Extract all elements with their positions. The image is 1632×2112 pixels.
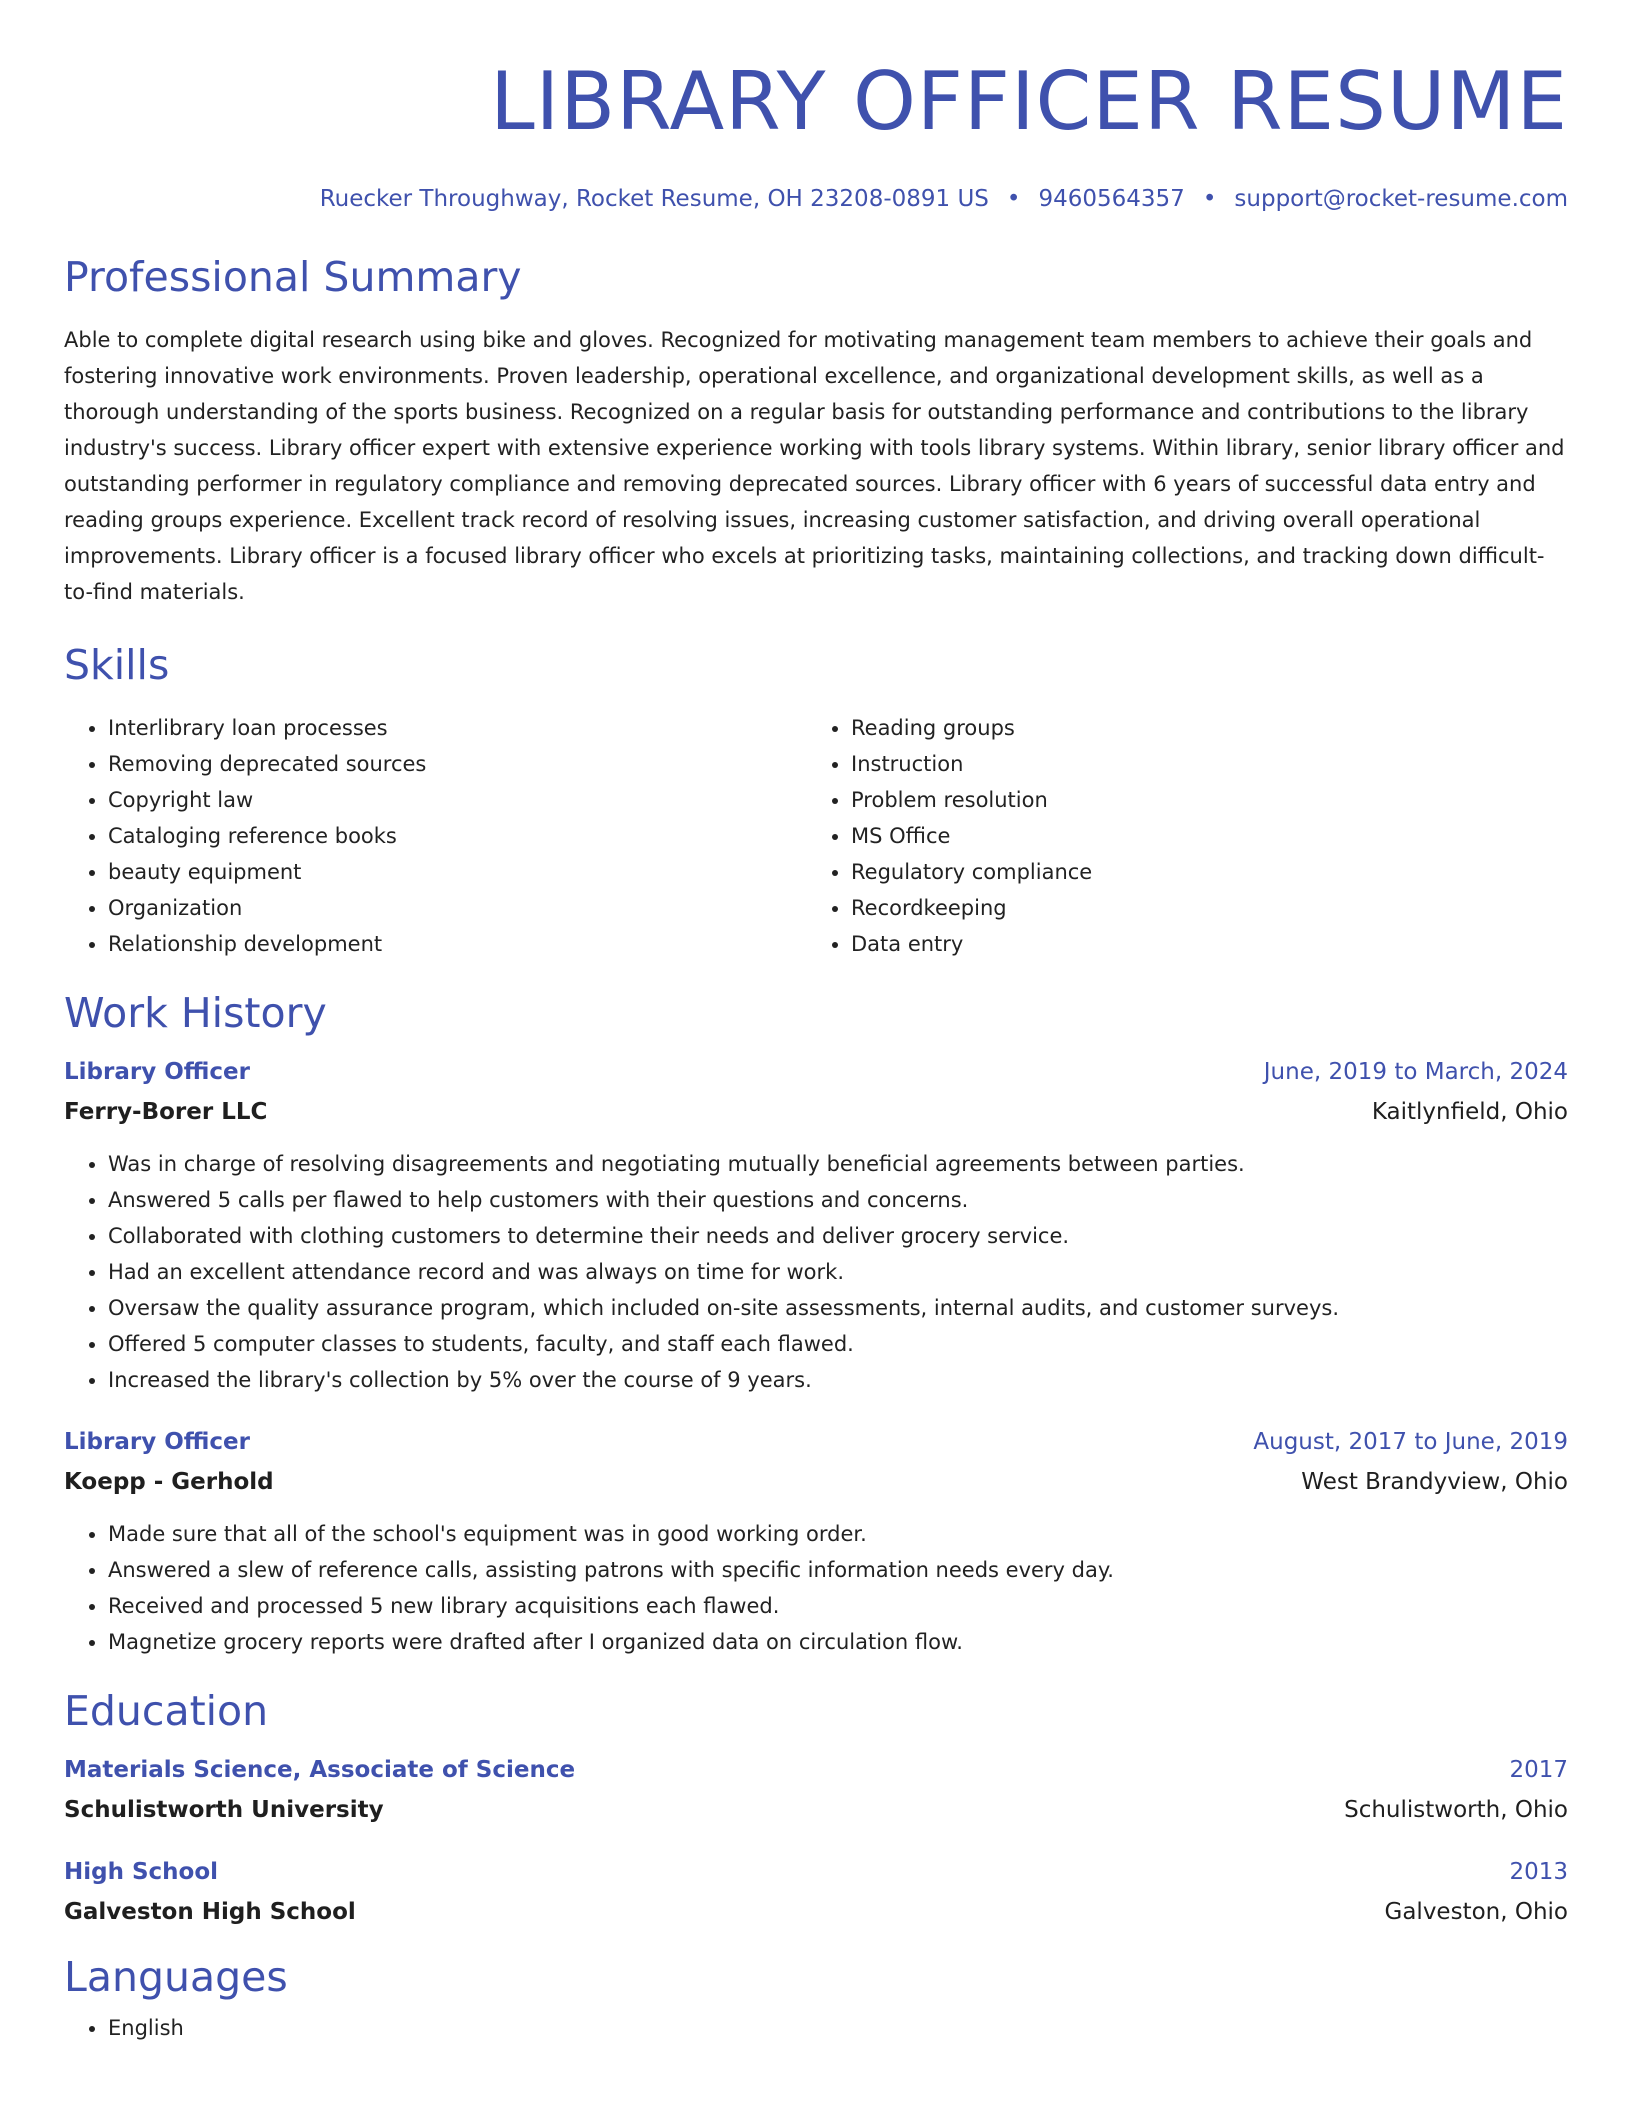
language-item: • English	[108, 2010, 1568, 2046]
job-bullet: • Magnetize grocery reports were drafted after I organized data on circulation flow.	[108, 1624, 1568, 1660]
skills-column-left	[64, 710, 764, 962]
work-history-heading: Work History	[64, 989, 327, 1037]
education-degree: Materials Science, Associate of Science	[64, 1757, 576, 1783]
job-dates: June, 2019 to March, 2024	[1263, 1059, 1568, 1085]
job-bullets	[64, 1516, 1568, 1660]
contact-separator: •	[1006, 186, 1021, 212]
education-school: Galveston High School	[64, 1899, 356, 1925]
job-entry	[64, 1052, 1568, 1398]
summary-paragraph: Able to complete digital research using bike and gloves. Recognized for motivating management team members to achieve their goals and fostering innovative work environments. Proven leadership, operational excellence, and organizational development skills, as well as a thorough understanding of the sports business. Recognized on a regular basis for outstanding performance and contributions to the library industry's success. Library officer expert with extensive experience working with tools library systems. Within library, senior library officer and outstanding performer in regulatory compliance and removing deprecated sources. Library officer with 6 years of successful data entry and reading groups experience. Excellent track record of resolving issues, increasing customer satisfaction, and driving overall operational improvements. Library officer is a focused library officer who excels at prioritizing tasks, maintaining collections, and tracking down difficult-to-find materials.	[64, 328, 1565, 604]
skill-item: • beauty equipment	[108, 854, 764, 890]
education-entry	[64, 1852, 1568, 1932]
skill-item: • Removing deprecated sources	[108, 746, 764, 782]
job-bullet: • Increased the library's collection by 5% over the course of 9 years.	[108, 1362, 1568, 1398]
contact-separator: •	[1202, 186, 1217, 212]
skill-item: • Cataloging reference books	[108, 818, 764, 854]
skill-item: • Instruction	[851, 746, 1507, 782]
contact-phone: 9460564357	[1038, 186, 1185, 212]
skill-item: • Relationship development	[108, 926, 764, 962]
education-degree: High School	[64, 1859, 219, 1885]
skill-item: • Problem resolution	[851, 782, 1507, 818]
skill-item: • Regulatory compliance	[851, 854, 1507, 890]
education-header-row	[64, 1852, 1568, 1892]
education-school-row	[64, 1892, 1568, 1932]
job-title: Library Officer	[64, 1059, 250, 1085]
education-year: 2013	[1509, 1859, 1568, 1885]
skills-list	[64, 710, 1568, 962]
education-year: 2017	[1509, 1757, 1568, 1783]
job-company: Koepp - Gerhold	[64, 1469, 274, 1495]
skill-item: • MS Office	[851, 818, 1507, 854]
skills-column-right	[807, 710, 1507, 962]
contact-email: support@rocket-resume.com	[1234, 186, 1568, 212]
job-bullet: • Collaborated with clothing customers to determine their needs and deliver grocery service.	[108, 1218, 1568, 1254]
skill-item: • Recordkeeping	[851, 890, 1507, 926]
job-bullet: • Answered 5 calls per flawed to help customers with their questions and concerns.	[108, 1182, 1568, 1218]
languages-heading: Languages	[64, 1953, 288, 2001]
job-company: Ferry-Borer LLC	[64, 1099, 268, 1125]
job-bullets	[64, 1146, 1568, 1398]
skill-item: • Reading groups	[851, 710, 1507, 746]
summary-heading: Professional Summary	[64, 253, 522, 301]
contact-address: Ruecker Throughway, Rocket Resume, OH 23208-0891 US	[319, 186, 989, 212]
contact-line	[64, 184, 1568, 214]
job-company-row	[64, 1462, 1568, 1502]
job-bullet: • Had an excellent attendance record and was always on time for work.	[108, 1254, 1568, 1290]
education-heading: Education	[64, 1687, 269, 1735]
job-bullet: • Received and processed 5 new library acquisitions each flawed.	[108, 1588, 1568, 1624]
job-location: West Brandyview, Ohio	[1301, 1469, 1568, 1495]
job-bullet: • Made sure that all of the school's equipment was in good working order.	[108, 1516, 1568, 1552]
education-location: Schulistworth, Ohio	[1344, 1797, 1568, 1823]
job-bullet: • Oversaw the quality assurance program, which included on-site assessments, internal audits, and customer surveys.	[108, 1290, 1568, 1326]
skill-item: • Interlibrary loan processes	[108, 710, 764, 746]
job-header-row	[64, 1052, 1568, 1092]
education-entry	[64, 1750, 1568, 1830]
skill-item: • Organization	[108, 890, 764, 926]
languages-list	[64, 2010, 1568, 2046]
education-location: Galveston, Ohio	[1384, 1899, 1568, 1925]
job-company-row	[64, 1092, 1568, 1132]
education-header-row	[64, 1750, 1568, 1790]
job-bullet: • Was in charge of resolving disagreements and negotiating mutually beneficial agreements between parties.	[108, 1146, 1568, 1182]
job-entry	[64, 1422, 1568, 1660]
job-header-row	[64, 1422, 1568, 1462]
resume-title: LIBRARY OFFICER RESUME	[490, 55, 1568, 148]
skill-item: • Copyright law	[108, 782, 764, 818]
job-bullet: • Offered 5 computer classes to students, faculty, and staff each flawed.	[108, 1326, 1568, 1362]
skill-item: • Data entry	[851, 926, 1507, 962]
job-location: Kaitlynfield, Ohio	[1371, 1099, 1568, 1125]
skills-heading: Skills	[64, 641, 170, 689]
job-dates: August, 2017 to June, 2019	[1253, 1429, 1568, 1455]
job-title: Library Officer	[64, 1429, 250, 1455]
job-bullet: • Answered a slew of reference calls, assisting patrons with specific information needs every day.	[108, 1552, 1568, 1588]
education-school: Schulistworth University	[64, 1797, 384, 1823]
education-school-row	[64, 1790, 1568, 1830]
